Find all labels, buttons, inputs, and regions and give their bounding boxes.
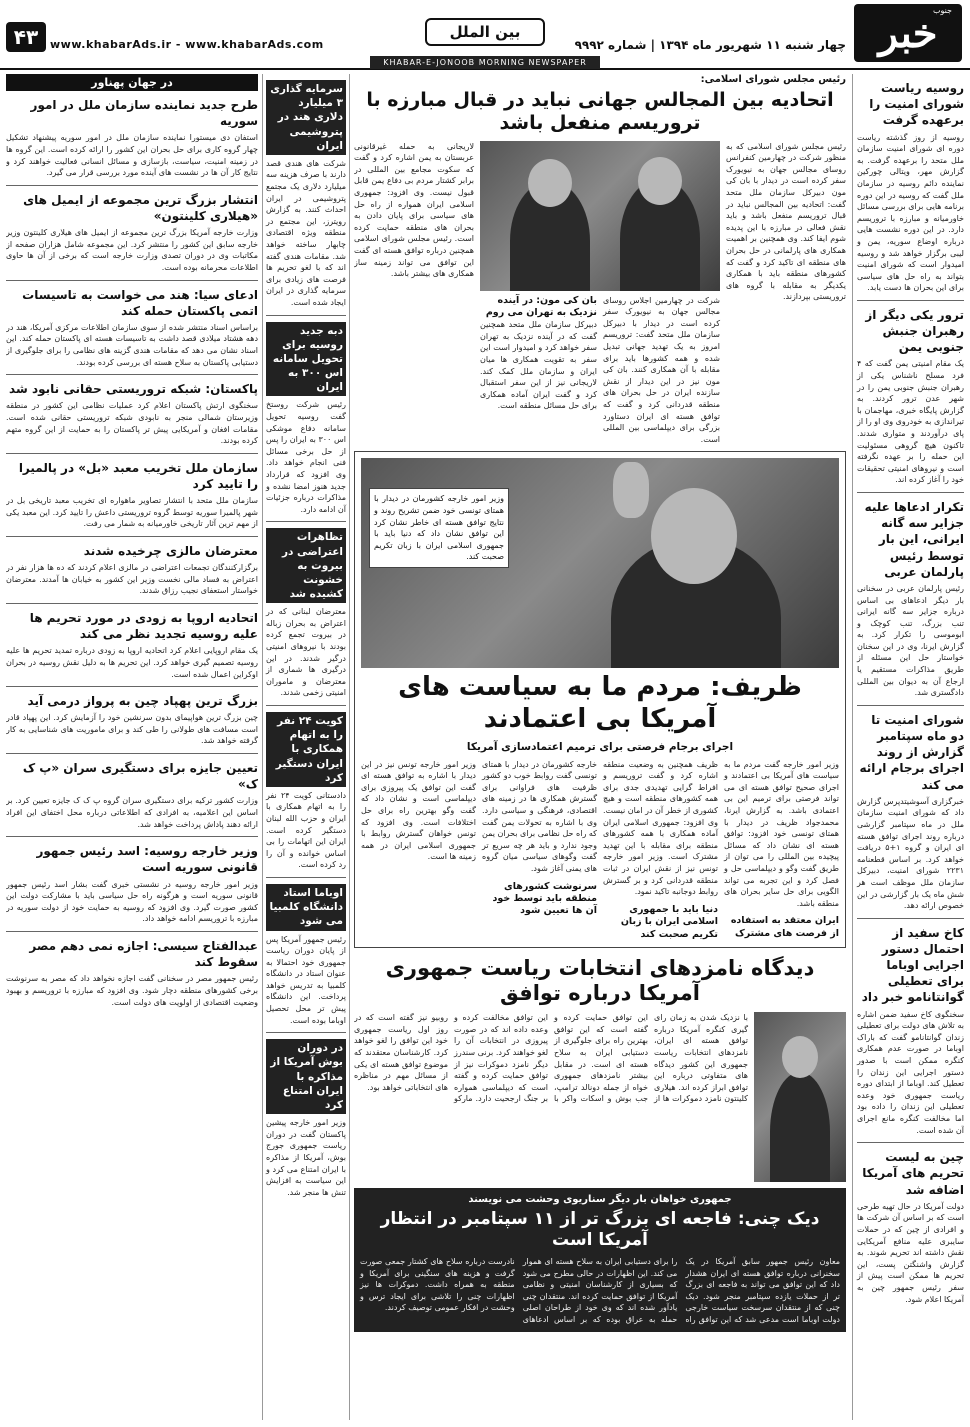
zarif-column-b: ظریف همچنین به وضعیت منطقه اشاره کرد و گفت تروریسم و افراط گرایی تهدیدی جدی برای همه کشورهای منطقه است و هیچ کشوری از خطر آن در امان نیست. وی افزود: جمهوری اسلامی ایران آماده همکاری با همه کشورهای منطقه برای مقابله با این تهدید مشترک است. وزیر امور خارجه تونس نیز از نقش ایران در ثبات منطقه قدردانی کرد و بر گسترش روابط دوجانبه تاکید نمود.	[603, 759, 718, 897]
world-news-box-title: در جهان پهناور	[6, 74, 258, 91]
divider	[6, 280, 258, 281]
lead-column-b: لاریجانی به حمله غیرقانونی عربستان به یمن اشاره کرد و گفت که سکوت مجامع بین المللی در برابر کشتار مردم بی دفاع یمن قابل قبول نیست. وی افزود: جمهوری اسلامی ایران همواره از راه حل های سیاسی برای پایان دادن به بحران های منطقه حمایت کرده است. رئیس مجلس شورای اسلامی همچنین درباره توافق هسته ای گفت این توافق می تواند زمینه ساز همکاری های بیشتر باشد.	[354, 141, 474, 279]
section-title: بین الملل	[425, 18, 545, 46]
divider	[857, 1142, 964, 1143]
world-news-story-text: وزیر امور خارجه روسیه در نشستی خبری گفت بشار اسد رئیس جمهور قانونی سوریه است و هرگونه راه حل سیاسی باید با مشارکت دولت این کشور صورت گیرد. وی افزود که روسیه به حمایت خود از دولت سوریه در مبارزه با تروریسم ادامه خواهد داد.	[6, 879, 258, 924]
lead-story	[354, 74, 846, 445]
world-news-story-text: استفان دی میستورا نماینده سازمان ملل در امور سوریه پیشنهاد تشکیل چهار گروه کاری برای حل بحران این کشور را ارائه کرده است. این گروه ها در زمینه امنیت، سیاست، بازسازی و مسائل انسانی فعالیت خواهند کرد و نتایج کار آن ها در نشست های آینده مورد بررسی قرار می گیرد.	[6, 133, 258, 178]
divider	[266, 1032, 346, 1033]
lead-headline[interactable]: اتحادیه بین المجالس جهانی نباید در قبال مبارزه با تروریسم منفعل باشد	[366, 89, 834, 134]
divider	[6, 453, 258, 454]
world-news-story-text: سازمان ملل متحد با انتشار تصاویر ماهواره ای تخریب معبد تاریخی بل در شهر پالمیرا سوریه توسط گروه تروریستی داعش را تایید کرد. این معبد یکی از مهم ترین آثار تاریخی خاورمیانه به شمار می رفت.	[6, 496, 258, 529]
divider	[6, 836, 258, 837]
us-election-story	[354, 956, 846, 1182]
zarif-kicker-b: دنیا باید با جمهوری اسلامی ایران با زبان تکریم صحبت کند	[620, 903, 718, 940]
left-inner-story-title[interactable]: سرمایه گذاری ۳ میلیارد دلاری هند در پتروشیمی ایران	[266, 80, 346, 155]
left-inner-story	[266, 528, 346, 706]
right-column-story-text: یک مقام امنیتی یمن گفت که ۴ فرد مسلح ناشناس یکی از رهبران جنبش جنوبی یمن را در شهر عدن ترور کردند. به گزارش پایگاه خبری، مهاجمان با تیراندازی به خودروی وی او را از پای درآوردند و متواری شدند. تاکنون هیچ گروهی مسئولیت این حمله را بر عهده نگرفته است و نیروهای امنیتی تحقیقات خود را آغاز کرده اند.	[857, 359, 964, 485]
zarif-photo	[361, 458, 839, 668]
divider	[857, 300, 964, 301]
right-column-story-title[interactable]: چین به لیست تحریم های آمریکا اضافه شد	[862, 1150, 964, 1197]
zarif-headline[interactable]: ظریف: مردم ما به سیاست های آمریکا بی اعتمادند	[398, 672, 802, 734]
left-outer-column	[6, 74, 258, 1420]
election-photo	[754, 1012, 846, 1182]
right-column-story	[857, 1149, 964, 1305]
website-link[interactable]: www.khabarAds.ir - www.khabarAds.com	[50, 38, 324, 51]
world-news-story	[6, 760, 258, 837]
zarif-kicker-c: سرنوشت کشورهای منطقه باید توسط خود آن ها تعیین شود	[492, 880, 597, 917]
left-inner-column	[262, 74, 350, 1420]
english-title-bar: KHABAR-E-JONOOB MORNING NEWSPAPER	[370, 56, 600, 69]
left-inner-story-title[interactable]: کویت ۲۴ نفر را به اتهام همکاری با ایران دستگیر کرد	[266, 712, 346, 787]
right-column-story-text: رئیس پارلمان عربی در سخنانی بار دیگر ادعاهای بی اساس درباره جزایر سه گانه ایرانی تنب بزرگ، تنب کوچک و ابوموسی را تکرار کرد. به گزارش ایرنا، وی در این سخنان خواستار حل این مسئله از طریق مذاکرات مستقیم یا ارجاع آن به دیوان بین المللی دادگستری شد.	[857, 583, 964, 698]
left-inner-story-title[interactable]: اوباما استاد دانشگاه کلمبیا می شود	[266, 884, 346, 931]
world-news-story-text: سخنگوی ارتش پاکستان اعلام کرد عملیات نظامی این کشور در منطقه وزیرستان شمالی منجر به نابودی شبکه تروریستی حقانی شده است. مقامات افغان و آمریکایی پیش تر پاکستان را به حمایت از این گروه متهم کرده بودند.	[6, 401, 258, 446]
newspaper-logo[interactable]	[854, 4, 962, 62]
issue-date: چهار شنبه ۱۱ شهریور ماه ۱۳۹۴ | شماره ۹۹۹۲	[574, 38, 846, 52]
world-news-story	[6, 192, 258, 281]
lead-kicker: رئیس مجلس شورای اسلامی:	[700, 74, 846, 85]
world-news-story-title[interactable]: اتحادیه اروپا به زودی در مورد تحریم ها علیه روسیه تجدید نظر می کند	[29, 610, 258, 642]
right-column-story	[857, 499, 964, 706]
logo-subtitle: جنوب	[932, 6, 952, 15]
world-news-story-title[interactable]: وزیر خارجه روسیه: اسد رئیس جمهور قانونی سوریه است	[36, 844, 258, 875]
zarif-column-a: وزیر امور خارجه گفت مردم ما به سیاست های آمریکا بی اعتمادند و اجرای صحیح توافق هسته ای می تواند فرصتی برای ترمیم این بی اعتمادی باشد. به گزارش ایرنا، محمدجواد ظریف در دیدار با همتای تونسی خود افزود: توافق هسته ای نشان داد که مسائل پیچیده بین المللی را می توان از طریق گفت وگو و دیپلماسی حل و فصل کرد و این تجربه می تواند الگویی برای حل سایر بحران های منطقه باشد.	[724, 759, 839, 908]
divider	[266, 521, 346, 522]
logo-text: خبر	[878, 9, 938, 57]
left-inner-story-text: رئیس شرکت روستخ گفت روسیه تحویل سامانه دفاع موشکی اس ۳۰۰ به ایران را پس از حل برخی مسائل فنی انجام خواهد داد. وی افزود که قرارداد جدید هنوز امضا نشده و مذاکرات درباره جزئیات آن ادامه دارد.	[266, 400, 347, 514]
left-inner-story-text: شرکت های هندی قصد دارند با صرف هزینه سه میلیارد دلاری یک مجتمع پتروشیمی در ایران احداث کنند. به گزارش رویترز، این مجتمع در منطقه ویژه اقتصادی چابهار ساخته خواهد شد. مقامات هندی گفته اند که با لغو تحریم ها فرصت های زیادی برای سرمایه گذاری در ایران ایجاد شده است.	[266, 158, 346, 307]
zarif-photo-caption: وزیر امور خارجه کشورمان در دیدار با همتای تونسی خود ضمن تشریح روند و نتایج توافق هسته ای خاطر نشان کرد این توافق نشان داد که دنیا باید با جمهوری اسلامی ایران با زبان تکریم صحبت کند.	[369, 488, 509, 568]
zarif-column-d: وزیر امور خارجه تونس نیز در این دیدار با اشاره به توافق هسته ای گفت این توافق یک پیروزی برای دیپلماسی است و نشان داد که گفت وگو بهترین راه برای حل اختلافات است. وی افزود که تونس خواهان گسترش روابط با جمهوری اسلامی ایران در همه زمینه ها است.	[361, 759, 476, 862]
lead-column-a: رئیس مجلس شورای اسلامی که به منظور شرکت در چهارمین کنفرانس روسای مجالس جهان به نیویورک سفر کرده است در دیدار با بان کی مون دبیرکل سازمان ملل متحد گفت: اتحادیه بین المجالس نباید در قبال تروریسم منفعل باشد و باید نقش فعالی در مبارزه با این پدیده شوم ایفا کند. وی همچنین بر اهمیت همکاری های پارلمانی در حل بحران های منطقه ای تاکید کرد و گفت که کشورهای منطقه باید با همکاری یکدیگر به مقابله با گروه های تروریستی بپردازند.	[726, 141, 846, 302]
zarif-story	[354, 451, 846, 948]
lead-column-c: شرکت در چهارمین اجلاس روسای مجالس جهان به نیویورک سفر کرده است در دیدار با دبیرکل سازمان ملل متحد گفت: تروریسم امروز به یک تهدید جهانی تبدیل شده و همه کشورها باید برای مقابله با آن همکاری کنند. بان کی مون نیز در این دیدار از نقش سازنده ایران در حل بحران های منطقه قدردانی کرد و گفت که توافق هسته ای ایران دستاورد بزرگی برای دیپلماسی بین المللی است.	[603, 295, 720, 444]
lead-photo-caption: بان کی مون: در آینده نزدیک به تهران می روم	[485, 294, 597, 318]
world-news-story-text: چین بزرگ ترین هواپیمای بدون سرنشین خود را آزمایش کرد. این پهپاد قادر است مسافت های طولانی را طی کند و برای ماموریت های شناسایی به کار گرفته خواهد شد.	[6, 713, 258, 746]
left-inner-story	[266, 1039, 346, 1198]
world-news-story-title[interactable]: عبدالفتاح سیسی: اجازه نمی دهم مصر سقوط کند	[29, 938, 258, 970]
cheney-kicker: جمهوری خواهان بار دیگر سناریوی وحشت می نویسند	[468, 1194, 732, 1206]
divider	[857, 492, 964, 493]
zarif-column-c: خارجه کشورمان در دیدار با همتای تونسی گفت روابط خوب دو کشور ظرفیت های فراوانی برای گسترش همکاری ها در زمینه های اقتصادی، فرهنگی و سیاسی دارد. وی با اشاره به تحولات یمن گفت که راه حل نظامی برای بحران یمن وجود ندارد و باید هر چه سریع تر گفت وگوهای سیاسی میان گروه های یمنی آغاز شود.	[482, 759, 597, 874]
right-column-story	[857, 925, 964, 1143]
left-inner-story-title[interactable]: دبه جدید روسیه برای تحویل سامانه اس ۳۰۰ به ایران	[266, 322, 346, 397]
left-inner-story-text: دادستانی کویت ۲۴ نفر را به اتهام همکاری با ایران و حزب الله لبنان دستگیر کرده است. ایران این اتهامات را بی اساس خوانده و آن را رد کرده است.	[266, 790, 347, 870]
right-column-story-title[interactable]: شورای امنیت تا دو ماه سپتامبر گزارش از روند اجرای برجام ارائه می کند	[859, 712, 964, 792]
right-column-story	[857, 80, 964, 301]
right-column-story-title[interactable]: تکرار ادعاها علیه جزایر سه گانه ایرانی، این بار توسط رئیس پارلمان عربی	[864, 499, 964, 579]
page-number: ۴۳	[6, 22, 46, 52]
right-column	[852, 74, 964, 1420]
left-inner-story	[266, 80, 346, 316]
divider	[857, 918, 964, 919]
zarif-subhead: اجرای برجام فرصتی برای ترمیم اعتمادسازی آمریکا	[466, 740, 734, 753]
world-news-story-title[interactable]: ادعای سیا: هند می خواست به تاسیسات اتمی پاکستان حمله کند	[22, 287, 258, 318]
divider	[6, 185, 258, 186]
us-election-headline[interactable]: دیدگاه نامزدهای انتخابات ریاست جمهوری آمریکا درباره توافق	[385, 955, 815, 1006]
right-column-story-title[interactable]: کاخ سفید از احتمال دستور اجرایی اوباما برای تعطیلی گوانتانامو خبر داد	[861, 925, 964, 1005]
center-column	[354, 74, 846, 1420]
left-inner-story-title[interactable]: در دوران بوش آمریکا از مذاکره با ایران امتناع کرد	[266, 1039, 346, 1114]
world-news-story	[6, 543, 258, 604]
left-inner-story	[266, 712, 346, 878]
left-inner-story-title[interactable]: تظاهرات اعتراضی در بیروت به خشونت کشیده شد	[266, 528, 346, 603]
world-news-story-title[interactable]: طرح جدید نماینده سازمان ملل در امور سوریه	[30, 98, 258, 129]
divider	[6, 686, 258, 687]
divider	[6, 931, 258, 932]
divider	[6, 536, 258, 537]
lead-column-d: دبیرکل سازمان ملل متحد همچنین گفت که در آینده نزدیک به تهران سفر خواهد کرد و امیدوار است این سفر به تقویت همکاری ها میان ایران و سازمان ملل کمک کند. لاریجانی نیز از این سفر استقبال کرد و گفت ایران آماده همکاری برای حل مسائل منطقه است.	[480, 320, 597, 411]
face-left	[528, 159, 572, 207]
world-news-story	[6, 693, 258, 754]
world-news-story	[6, 97, 258, 186]
world-news-story-title[interactable]: پاکستان: شبکه تروریستی حقانی نابود شد	[9, 382, 258, 397]
face-candidate	[782, 1036, 818, 1078]
right-column-story-text: روسیه از روز گذشته ریاست دوره ای شورای امنیت سازمان ملل متحد را برعهده گرفت. به گزارش مهر، ویتالی چورکین نماینده دائم روسیه در سازمان ملل گفت که روسیه در این دوره برنامه هایی برای بررسی مسائل خاورمیانه و مبارزه با تروریسم دارد. در این دوره نشست هایی درباره اوضاع سوریه، یمن و لیبی برگزار خواهد شد و روسیه امیدوار است که شورای امنیت بتواند به راه حل های سیاسی برای این بحران ها دست یابد.	[857, 132, 964, 293]
cheney-headline[interactable]: دیک چنی: فاجعه ای بزرگ تر از ۱۱ سپتامبر در انتظار آمریکا است	[380, 1209, 820, 1250]
lead-photo	[480, 141, 720, 291]
person-figure-candidate	[770, 1072, 830, 1182]
divider	[857, 705, 964, 706]
divider	[266, 315, 346, 316]
right-column-story	[857, 712, 964, 919]
left-inner-story-text: معترضان لبنانی که در اعتراض به بحران زباله در بیروت تجمع کرده بودند با نیروهای امنیتی درگیر شدند. در این درگیری ها شماری از معترضان و ماموران امنیتی زخمی شدند.	[266, 607, 346, 698]
divider	[6, 753, 258, 754]
face-zarif	[651, 488, 737, 584]
world-news-story-title[interactable]: انتشار بزرگ ترین مجموعه از ایمیل های «هیلاری کلینتون»	[23, 192, 258, 223]
divider	[6, 374, 258, 375]
left-inner-story	[266, 322, 346, 523]
cheney-text: معاون رئیس جمهور سابق آمریکا در یک سخنرانی درباره توافق هسته ای ایران هشدار داد که این توافق می تواند به فاجعه ای بزرگ تر از حملات یازده سپتامبر منجر شود. دیک چنی که از منتقدان سرسخت سیاست خارجی دولت اوباما است مدعی شد که این توافق راه را برای دستیابی ایران به سلاح هسته ای هموار می کند. این اظهارات در حالی مطرح می شود که بسیاری از کارشناسان امنیتی و نظامی آمریکا از توافق حمایت کرده اند. منتقدان چنی یادآور شده اند که وی خود از طراحان اصلی حمله به عراق بوده که بر اساس ادعاهای نادرست درباره سلاح های کشتار جمعی صورت گرفت و هزینه های سنگینی برای آمریکا و منطقه به همراه داشت. دموکرات ها نیز اظهارات چنی را تلاشی برای ایجاد ترس و وحشت در افکار عمومی توصیف کردند.	[360, 1257, 840, 1324]
world-news-story-text: براساس اسناد منتشر شده از سوی سازمان اطلاعات مرکزی آمریکا، هند در دهه هشتاد میلادی قصد داشت به تاسیسات هسته ای پاکستان حمله کند. این اسناد نشان می دهد که مقامات هندی گزینه های نظامی را برای جلوگیری از دستیابی پاکستان به سلاح هسته ای بررسی کرده بودند.	[6, 322, 258, 367]
world-news-story-title[interactable]: تعیین جایزه برای دستگیری سران «پ ک ک»	[22, 761, 258, 792]
world-news-story-text: وزارت کشور ترکیه برای دستگیری سران گروه پ ک ک جایزه تعیین کرد. بر اساس این اعلامیه، به افرادی که اطلاعاتی درباره محل اختفای این افراد ارائه دهند پاداش پرداخت خواهد شد.	[6, 796, 258, 829]
face-right	[638, 157, 682, 205]
world-news-story	[6, 381, 258, 454]
divider	[266, 877, 346, 878]
left-inner-story-text: رئیس جمهور آمریکا پس از پایان دوران ریاست جمهوری خود احتمالا به عنوان استاد در دانشگاه کلمبیا به تدریس خواهد پرداخت. این دانشگاه پیش تر محل تحصیل اوباما بوده است.	[265, 934, 346, 1025]
us-election-text: با نزدیک شدن به زمان رای گیری کنگره آمریکا درباره توافق هسته ای ایران، نامزدهای انتخابات ریاست جمهوری این کشور دیدگاه های متفاوتی درباره این توافق ابراز کرده اند. هیلاری کلینتون نامزد دموکرات ها از این توافق حمایت کرده و گفته است که این توافق بهترین راه برای جلوگیری از دستیابی ایران به سلاح هسته ای است. در مقابل بیشتر نامزدهای جمهوری خواه از جمله دونالد ترامپ، جب بوش و اسکات واکر با این توافق مخالفت کرده و وعده داده اند که در صورت پیروزی در انتخابات آن را لغو خواهند کرد. برنی سندرز دیگر نامزد دموکرات نیز از توافق حمایت کرده و گفته است که دیپلماسی همواره بر جنگ ارجحیت دارد. مارکو روبیو نیز گفته است که در روز اول ریاست جمهوری خود این توافق را لغو خواهد کرد. کارشناسان معتقدند که موضوع توافق هسته ای یکی از مسائل مهم در مناظره های انتخاباتی خواهد بود.	[354, 1013, 748, 1104]
zarif-kicker-a: ایران معتقد به استفاده از فرصت های مشترک	[730, 915, 839, 939]
divider	[266, 705, 346, 706]
raised-fist	[613, 462, 649, 518]
world-news-story-text: وزارت خارجه آمریکا بزرگ ترین مجموعه از ایمیل های هیلاری کلینتون وزیر خارجه سابق این کشور را منتشر کرد. این مجموعه شامل هزاران صفحه از مکاتبات وی در دوران تصدی وزارت خارجه است که برخی از آن ها حاوی اطلاعات محرمانه بوده است.	[6, 228, 258, 272]
world-news-story-text: یک مقام اروپایی اعلام کرد اتحادیه اروپا به زودی درباره تمدید تحریم ها علیه روسیه تصمیم گیری خواهد کرد. این تحریم ها به دلیل نقش روسیه در بحران اوکراین اعمال شده است.	[6, 646, 258, 679]
left-inner-story-text: وزیر امور خارجه پیشین پاکستان گفت در دوران ریاست جمهوری جورج بوش، آمریکا از مذاکره با ایران امتناع می کرد و این سیاست به افزایش تنش ها منجر شد.	[266, 1118, 346, 1197]
divider	[6, 603, 258, 604]
world-news-story-title[interactable]: بزرگ ترین پهپاد چین به پرواز درمی آید	[27, 694, 258, 709]
masthead	[0, 0, 970, 70]
right-column-story-text: خبرگزاری آسوشیتدپرس گزارش داد که شورای امنیت سازمان ملل در ماه سپتامبر گزارشی درباره روند اجرای توافق هسته ای ایران و گروه ۱+۵ دریافت خواهد کرد. بر اساس قطعنامه ۲۲۳۱ شورای امنیت، دبیرکل سازمان ملل موظف است هر شش ماه یک بار گزارشی در این خصوص ارائه دهد.	[857, 796, 964, 911]
world-news-story	[6, 460, 258, 537]
world-news-story-title[interactable]: معترضان مالزی چرخیده شدند	[83, 543, 258, 558]
world-news-story-text: برگزارکنندگان تجمعات اعتراضی در مالزی اعلام کردند که ده ها هزار نفر در اعتراض به فساد مالی نخست وزیر این کشور به خیابان ها آمدند. معترضان خواستار استعفای نجیب رزاق شدند.	[6, 563, 258, 596]
right-column-story-title[interactable]: ترور یکی دیگر از رهبران جنبش جنوبی یمن	[865, 307, 964, 355]
right-column-story-title[interactable]: روسیه ریاست شورای امنیت را برعهده گرفت	[869, 81, 964, 128]
world-news-story-text: رئیس جمهور مصر در سخنانی گفت اجازه نخواهد داد که مصر به سرنوشت برخی کشورهای منطقه دچار شود. وی افزود که مبارزه با تروریسم و بهبود وضعیت اقتصادی از اولویت های دولت است.	[6, 974, 258, 1007]
world-news-story	[6, 843, 258, 932]
cheney-story	[354, 1188, 846, 1331]
world-news-story	[6, 938, 258, 1008]
world-news-story	[6, 287, 258, 376]
world-news-story	[6, 610, 258, 687]
right-column-story-text: سخنگوی کاخ سفید ضمن اشاره به تلاش های دولت برای تعطیلی زندان گوانتانامو گفت که باراک اوباما در صورت عدم همکاری کنگره ممکن است با صدور دستور اجرایی این زندان را تعطیل کند. اوباما از ابتدای دوره ریاست جمهوری خود وعده تعطیلی این زندان را داده بود اما مخالفت کنگره مانع اجرای آن شده است.	[857, 1009, 964, 1135]
left-inner-story	[266, 884, 346, 1033]
right-column-story-text: دولت آمریکا در حال تهیه طرحی است که بر اساس آن شرکت ها و افرادی از چین که در حملات سایبری علیه منافع آمریکایی نقش داشته اند تحریم شوند. به گزارش واشنگتن پست، این تحریم ها ممکن است پیش از سفر رئیس جمهور چین به آمریکا اعلام شود.	[857, 1201, 964, 1304]
world-news-story-title[interactable]: سازمان ملل تخریب معبد «بل» در پالمیرا را تایید کرد	[18, 460, 258, 491]
right-column-story	[857, 307, 964, 493]
